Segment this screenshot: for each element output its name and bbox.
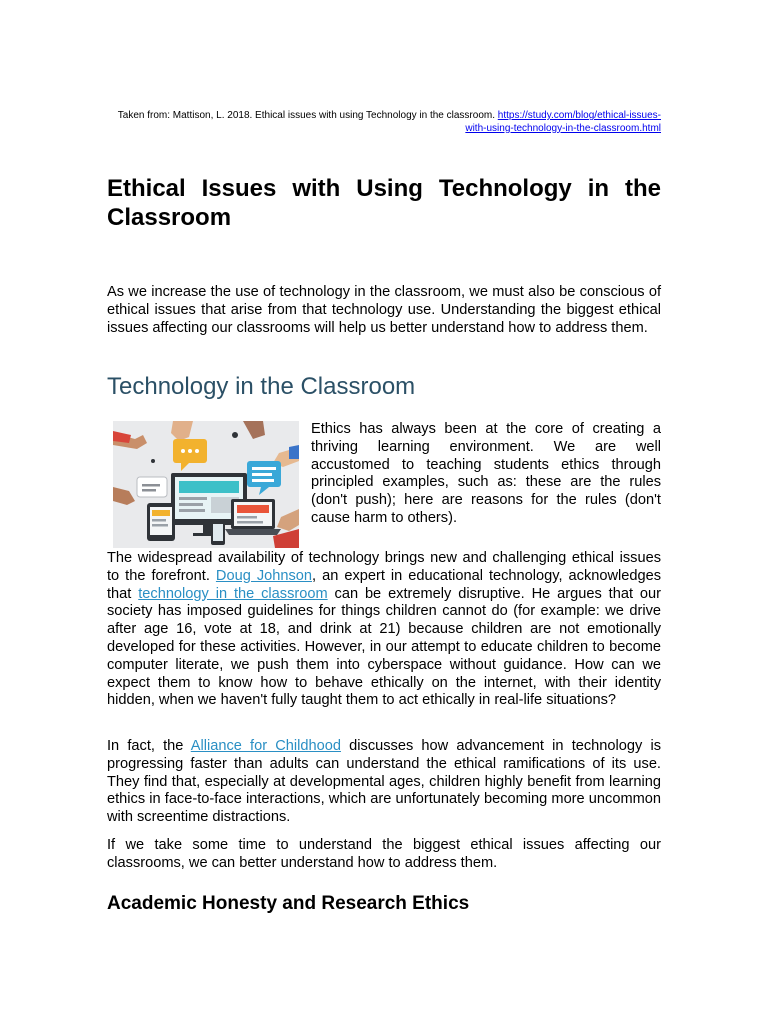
paragraph-alliance [107,738,661,827]
float-paragraph: Ethics has always been at the core of creating a thriving learning environment. We are well accustomed to teaching students ethics through principled examples, such as: these are the rules (don't push); here are reasons for the rules (don't cause harm to others). [311,421,661,526]
section-heading-academic-honesty: Academic Honesty and Research Ethics [107,893,470,914]
technology-in-the-classroom-link[interactable]: technology in the classroom [138,585,328,602]
doug-johnson-link[interactable]: Doug Johnson [215,567,313,584]
tablet-icon [147,503,175,541]
section-heading-technology: Technology in the Classroom [107,373,416,400]
citation-link[interactable]: https://study.com/blog/ethical-issues-with-using-technology-in-the-classroom.html [465,110,661,134]
laptop-icon [225,499,281,535]
paragraph-conclusion: If we take some time to understand the biggest ethical issues affecting our classrooms, we can better understand how to address them. [107,837,661,871]
alliance-for-childhood-link[interactable]: Alliance for Childhood [190,738,341,754]
smartphone-icon [211,521,225,545]
paragraph-text: The widespread availability of technology brings new and challenging ethical issues to the forefront. [107,550,661,584]
paragraph-text: can be extremely disruptive. He argues that our society has imposed guidelines for things children cannot do (for example: we drive after age 16, vote at 18, and drink at 21) because children are not emotionally developed for these activities. However, in our attempt to educate children to become computer literate, we push them into cyberspace without guidance. How can we expect them to know how to behave ethically on the internet, with their identity hidden, when we haven't fully taught them to act ethically in real-life situations? [107,585,661,709]
paragraph-text: discusses how advancement in technology is progressing faster than adults can understand the ethical ramifications of its use. They find that, especially at developmental ages, children highly benefit from learning ethics in face-to-face interactions, which are unfortunately becoming more uncommon with screentime distractions. [107,738,661,826]
classroom-technology-illustration [113,421,299,548]
paragraph-technology-issues [107,550,661,710]
paragraph-text: In fact, the [107,738,191,754]
citation-text: Taken from: Mattison, L. 2018. Ethical issues with using Technology in the classroom. [117,110,498,121]
citation [107,110,661,135]
paragraph-text: , an expert in educational technology, acknowledges that [107,567,662,602]
page-title: Ethical Issues with Using Technology in the Classroom [107,175,661,231]
intro-paragraph: As we increase the use of technology in the classroom, we must also be conscious of ethical issues that arise from that technology use. Understanding the biggest ethical issues affecting our classrooms will help us better understand how to address them. [107,284,661,336]
chat-bubble-icon [137,477,167,497]
